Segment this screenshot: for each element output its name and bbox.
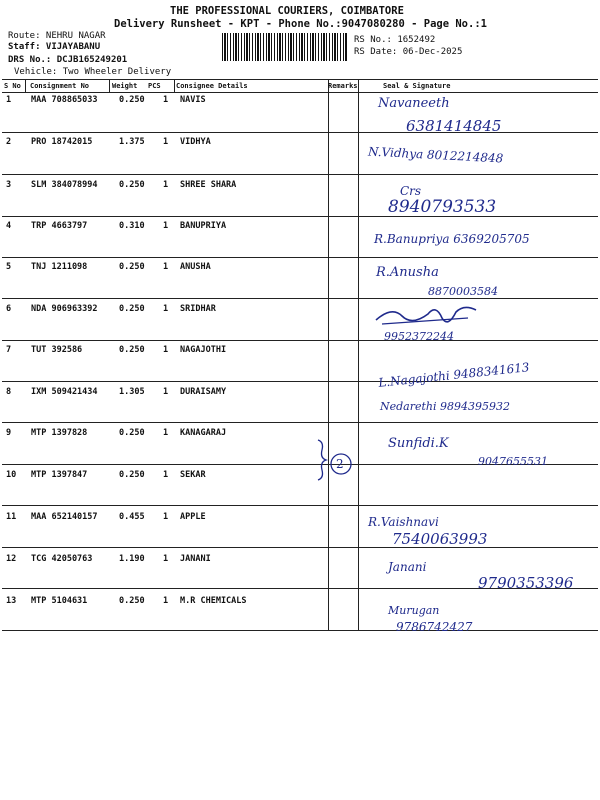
table-row-sno: 10 [6, 470, 17, 480]
row-line [2, 298, 598, 299]
table-row-sno: 12 [6, 554, 17, 564]
table-row-weight: 1.190 [119, 554, 145, 564]
table-row-sno: 9 [6, 428, 12, 438]
table-row-consignee: SRIDHAR [180, 304, 216, 314]
row-line [2, 340, 598, 341]
table-row-weight: 0.310 [119, 221, 145, 231]
signature-2: N.Vidhya 8012214848 [367, 144, 504, 166]
table-row-pcs: 1 [163, 137, 169, 147]
route-label: Route: NEHRU NAGAR [8, 31, 106, 41]
signature-3-phone: 8940793533 [388, 197, 497, 217]
table-row-pcs: 1 [163, 304, 169, 314]
staff-label: Staff: VIJAYABANU [8, 42, 101, 52]
signature-5: R.Anusha [376, 265, 439, 280]
table-row-weight: 0.250 [119, 345, 145, 355]
signature-4: R.Banupriya 6369205705 [374, 232, 530, 246]
signature-12: Janani [388, 560, 427, 574]
table-row-pcs: 1 [163, 180, 169, 190]
table-row-pcs: 1 [163, 470, 169, 480]
table-row-consignee: APPLE [180, 512, 206, 522]
table-top-line [2, 79, 598, 80]
col-header-consignee: Consignee Details [176, 82, 248, 90]
table-row-consignment: IXM 509421434 [31, 387, 98, 397]
table-row-pcs: 1 [163, 512, 169, 522]
row-line [2, 174, 598, 175]
table-row-consignee: NAVIS [180, 95, 206, 105]
table-row-sno: 2 [6, 137, 12, 147]
signature-5-phone: 8870003584 [428, 285, 498, 298]
table-row-consignee: BANUPRIYA [180, 221, 227, 231]
table-row-sno: 6 [6, 304, 12, 314]
table-row-weight: 0.250 [119, 262, 145, 272]
col-divider [109, 79, 110, 92]
remarks-circled-number: 2 [336, 457, 344, 471]
table-row-sno: 5 [6, 262, 12, 272]
table-row-consignment: PRO 18742015 [31, 137, 93, 147]
col-divider [25, 79, 26, 92]
signature-11-phone: 7540063993 [392, 530, 488, 548]
table-row-consignment: TRP 4663797 [31, 221, 88, 231]
table-row-pcs: 1 [163, 345, 169, 355]
table-row-consignment: TUT 392586 [31, 345, 83, 355]
table-row-weight: 0.250 [119, 470, 145, 480]
table-row-weight: 0.250 [119, 428, 145, 438]
col-header-consignment: Consignment No [30, 82, 90, 90]
table-row-pcs: 1 [163, 221, 169, 231]
table-row-consignee: JANANI [180, 554, 211, 564]
company-title: THE PROFESSIONAL COURIERS, COIMBATORE [170, 5, 404, 17]
row-line [2, 132, 598, 133]
runsheet-subtitle: Delivery Runsheet - KPT - Phone No.:9047080280 - Page No.:1 [114, 18, 487, 30]
signature-9: Sunfidi.K [388, 436, 449, 451]
col-header-seal: Seal & Signature [383, 82, 451, 90]
table-row-consignment: TNJ 1211098 [31, 262, 88, 272]
row-line [2, 216, 598, 217]
table-row-weight: 1.375 [119, 137, 145, 147]
row-line [2, 257, 598, 258]
table-row-weight: 0.250 [119, 95, 145, 105]
table-row-consignee: SEKAR [180, 470, 206, 480]
table-row-pcs: 1 [163, 428, 169, 438]
row-line [2, 422, 598, 423]
table-row-sno: 13 [6, 596, 17, 606]
table-row-consignee: VIDHYA [180, 137, 211, 147]
table-row-pcs: 1 [163, 596, 169, 606]
barcode-image [222, 33, 348, 61]
signature-1-phone: 6381414845 [406, 117, 502, 135]
col-header-sno: S No [4, 82, 21, 90]
table-row-consignment: MTP 1397828 [31, 428, 88, 438]
signature-13-phone: 9786742427 [396, 620, 473, 634]
table-row-consignment: MTP 5104631 [31, 596, 88, 606]
table-row-pcs: 1 [163, 95, 169, 105]
col-header-weight: Weight [112, 82, 138, 90]
table-row-sno: 1 [6, 95, 12, 105]
table-row-pcs: 1 [163, 554, 169, 564]
table-row-consignee: ANUSHA [180, 262, 211, 272]
signature-6-phone: 9952372244 [384, 330, 454, 343]
rs-no-label: RS No.: 1652492 [354, 35, 436, 45]
signature-3: Crs [400, 184, 422, 198]
table-row-weight: 0.250 [119, 596, 145, 606]
signature-11: R.Vaishnavi [368, 515, 439, 529]
remarks-brace-mark [312, 438, 356, 482]
table-row-consignment: MAA 708865033 [31, 95, 98, 105]
table-row-weight: 0.455 [119, 512, 145, 522]
col-header-remarks: Remarks [328, 82, 358, 90]
table-row-consignee: SHREE SHARA [180, 180, 237, 190]
table-row-pcs: 1 [163, 387, 169, 397]
table-row-sno: 7 [6, 345, 12, 355]
row-line [2, 505, 598, 506]
signature-8-second: Nedarethi 9894395932 [380, 400, 511, 413]
table-row-sno: 3 [6, 180, 12, 190]
table-row-sno: 4 [6, 221, 12, 231]
signature-13: Murugan [388, 604, 440, 617]
table-row-pcs: 1 [163, 262, 169, 272]
signature-8: L.Nagajothi 9488341613 [377, 360, 531, 390]
table-row-consignee: KANAGARAJ [180, 428, 227, 438]
signature-9-phone: 9047655531 [478, 455, 548, 468]
signature-12-phone: 9790353396 [478, 574, 574, 592]
table-row-consignment: SLM 384078994 [31, 180, 98, 190]
col-header-pcs: PCS [148, 82, 161, 90]
vehicle-label: Vehicle: Two Wheeler Delivery [14, 67, 172, 77]
drs-label: DRS No.: DCJB165249201 [8, 55, 128, 65]
table-row-consignment: MAA 652140157 [31, 512, 98, 522]
table-row-consignment: TCG 42050763 [31, 554, 93, 564]
table-row-consignment: NDA 906963392 [31, 304, 98, 314]
table-row-weight: 1.305 [119, 387, 145, 397]
table-row-sno: 8 [6, 387, 12, 397]
row-line [2, 547, 598, 548]
rs-date-label: RS Date: 06-Dec-2025 [354, 47, 463, 57]
table-row-consignee: M.R CHEMICALS [180, 596, 247, 606]
col-divider [174, 79, 175, 92]
table-row-weight: 0.250 [119, 180, 145, 190]
table-row-consignee: NAGAJOTHI [180, 345, 227, 355]
table-row-weight: 0.250 [119, 304, 145, 314]
row-line [2, 630, 598, 631]
table-row-sno: 11 [6, 512, 17, 522]
table-header-line [2, 92, 598, 93]
signature-1: Navaneeth [378, 96, 450, 111]
row-line [2, 381, 598, 382]
table-row-consignment: MTP 1397847 [31, 470, 88, 480]
table-row-consignee: DURAISAMY [180, 387, 227, 397]
